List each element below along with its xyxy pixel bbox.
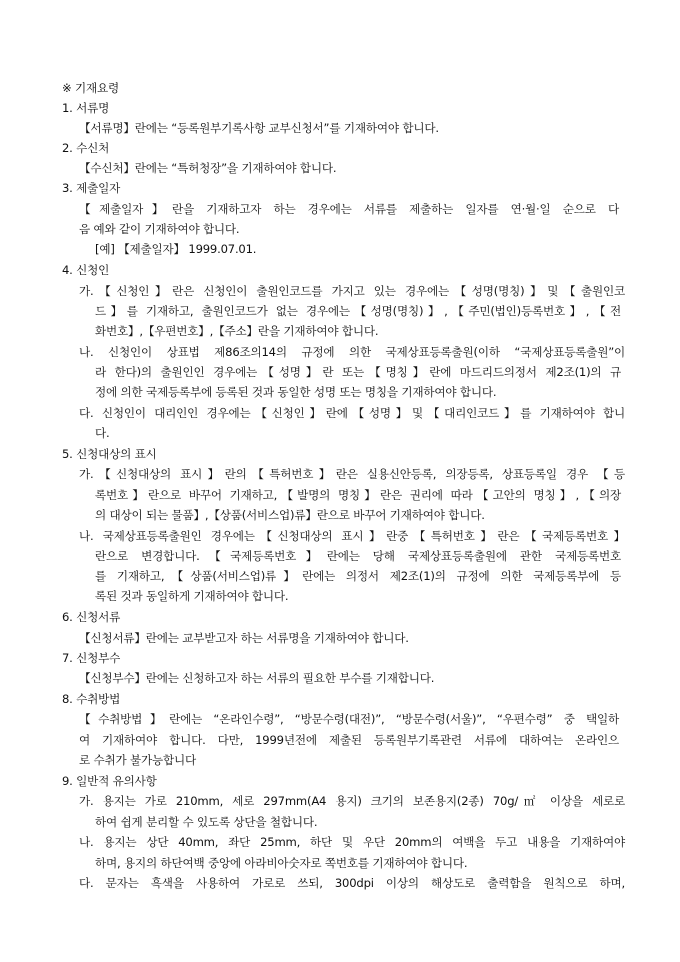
section-3-heading: 3. 제출일자 (62, 181, 121, 195)
section-4-ga-line-1: 가.【신청인】란은 신청인이 출원인코드를 가지고 있는 경우에는【성명(명칭)】및【출원인코 (79, 284, 625, 298)
section-1-body: 【서류명】란에는 “등록원부기록사항 교부신청서”를 기재하여야 합니다. (79, 121, 439, 135)
section-6-heading: 6. 신청서류 (62, 610, 121, 624)
section-3-body-line-1: 【제출일자】란을 기재하고자 하는 경우에는 서류를 제출하는 일자를 연·월·일 순으로 다 (79, 202, 619, 216)
section-5-ga-line-1: 가.【신청대상의 표시】란의【특허번호】란은 실용신안등록, 의장등록, 상표등록일 경우 【등 (79, 467, 625, 481)
section-3-example: [예] 【제출일자】 1999.07.01. (95, 242, 257, 256)
section-9-ga-line-2: 하여 쉽게 분리할 수 있도록 상단을 철합니다. (95, 815, 318, 829)
section-7-heading: 7. 신청부수 (62, 651, 121, 665)
section-7-body: 【신청부수】란에는 신청하고자 하는 서류의 필요한 부수를 기재합니다. (79, 671, 435, 685)
section-8-body-line-2: 여 기재하여야 합니다. 다만, 1999년전에 제출된 등록원부기록관련 서류에 대하여는 온라인으 (79, 733, 619, 747)
section-9-na-line-2: 하며, 용지의 하단여백 중앙에 아라비아숫자로 쪽번호를 기재하여야 합니다. (95, 856, 468, 870)
section-4-heading: 4. 신청인 (62, 263, 110, 277)
section-5-na-line-4: 록된 것과 동일하게 기재하여야 합니다. (95, 589, 289, 603)
section-1-heading: 1. 서류명 (62, 101, 110, 115)
section-4-na-line-2: 라 한다)의 출원인인 경우에는【성명】란 또는【명칭】란에 마드리드의정서 제2조(1)의 규 (95, 365, 621, 379)
section-5-na-line-3: 를 기재하고,【상품(서비스업)류】란에는 의정서 제2조(1)의 규정에 의한 국제등록부에 등 (95, 569, 621, 583)
section-5-ga-line-2: 록번호】란으로 바꾸어 기재하고,【발명의 명칭】란은 권리에 따라【고안의 명칭】,【의장 (95, 488, 621, 502)
section-2-body: 【수신처】란에는 “특허청장”을 기재하여야 합니다. (79, 161, 337, 175)
section-8-body-line-3: 로 수취가 불가능합니다 (79, 753, 196, 767)
section-9-heading: 9. 일반적 유의사항 (62, 774, 157, 788)
section-4-da-line-2: 다. (95, 426, 110, 440)
section-9-ga-line-1: 가. 용지는 가로 210mm, 세로 297mm(A4 용지) 크기의 보존용지(2종) 70g/㎡ 이상을 세로로 (79, 794, 625, 808)
section-9-da-line-1: 다. 문자는 흑색을 사용하여 가로로 쓰되, 300dpi 이상의 해상도로 출력함을 원칙으로 하며, (79, 876, 625, 890)
section-8-body-line-1: 【수취방법】란에는 “온라인수령”, “방문수령(대전)”, “방문수령(서울)”, “우편수령” 중 택일하 (79, 712, 619, 726)
section-4-ga-line-2: 드】를 기재하고, 출원인코드가 없는 경우에는【성명(명칭)】,【주민(법인)등록번호】,【전 (95, 304, 621, 318)
section-6-body: 【신청서류】란에는 교부받고자 하는 서류명을 기재하여야 합니다. (79, 631, 409, 645)
section-9-na-line-1: 나. 용지는 상단 40mm, 좌단 25mm, 하단 및 우단 20mm의 여백을 두고 내용을 기재하여야 (79, 835, 625, 849)
section-3-body-line-2: 음 예와 같이 기재하여야 합니다. (79, 222, 240, 236)
section-5-heading: 5. 신청대상의 표시 (62, 447, 157, 461)
guide-title: ※ 기재요령 (62, 81, 119, 95)
section-8-heading: 8. 수취방법 (62, 692, 121, 706)
section-2-heading: 2. 수신처 (62, 141, 110, 155)
section-4-da-line-1: 다. 신청인이 대리인인 경우에는【신청인】란에【성명】및【대리인코드】를 기재하여야 합니 (79, 406, 625, 420)
section-5-na-line-2: 란으로 변경합니다.【국제등록번호】란에는 당해 국제상표등록출원에 관한 국제등록번호 (95, 549, 621, 563)
section-4-ga-line-3: 화번호】,【우편번호】,【주소】란을 기재하여야 합니다. (95, 324, 379, 338)
section-4-na-line-3: 정에 의한 국제등록부에 등록된 것과 동일한 성명 또는 명칭을 기재하여야 합니다. (95, 385, 497, 399)
section-4-na-line-1: 나. 신청인이 상표법 제86조의14의 규정에 의한 국제상표등록출원(이하 “국제상표등록출원”이 (79, 345, 625, 359)
section-5-na-line-1: 나. 국제상표등록출원인 경우에는【신청대상의 표시】란중【특허번호】란은【국제등록번호】 (79, 529, 625, 543)
section-5-ga-line-3: 의 대상이 되는 물품】,【상품(서비스업)류】란으로 바꾸어 기재하여야 합니다. (95, 508, 485, 522)
